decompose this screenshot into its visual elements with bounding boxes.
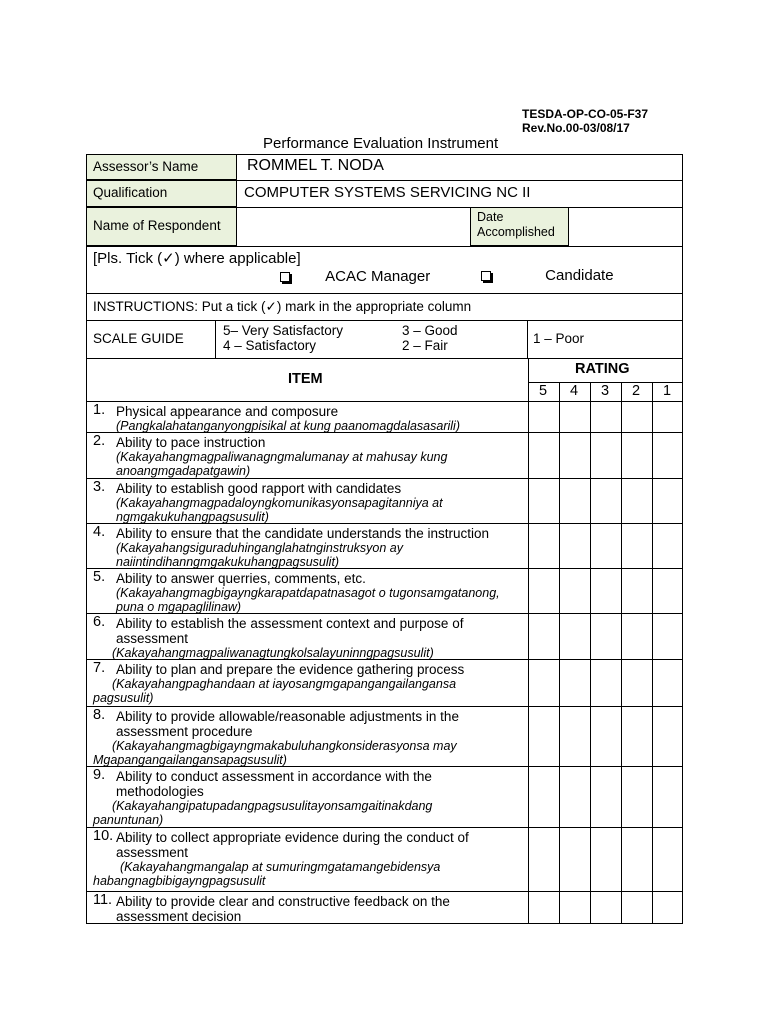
rating-cell-1[interactable]: [652, 659, 683, 706]
revision-number: Rev.No.00-03/08/17: [522, 121, 630, 135]
item-header: ITEM: [288, 371, 323, 387]
option-candidate-label: Candidate: [545, 267, 614, 284]
rating-cell-5[interactable]: [528, 432, 559, 478]
item-number: 7.: [93, 660, 106, 676]
rating-cell-4[interactable]: [559, 891, 590, 924]
rating-cell-2[interactable]: [621, 706, 652, 766]
scale-4: 4 – Satisfactory: [223, 338, 317, 353]
scale-3: 3 – Good: [402, 323, 458, 338]
item-translation: panuntunan): [93, 813, 164, 827]
rating-cell-1[interactable]: [652, 706, 683, 766]
item-label: Ability to pace instruction: [116, 435, 266, 450]
date-label: [477, 210, 555, 240]
rating-cell-4[interactable]: [559, 478, 590, 523]
rating-cell-3[interactable]: [590, 766, 621, 827]
item-translation: (Kakayahangipatupadangpagsusulitayonsamgaitinakdang: [112, 799, 433, 813]
rating-cell-5[interactable]: [528, 568, 559, 613]
item-translation: habangnagbibigayngpagsusulit: [93, 874, 266, 888]
item-translation: (Kakayahangsiguraduhinganglahatnginstruksyon ay: [116, 541, 404, 555]
item-label: assessment: [116, 631, 189, 646]
rating-col-3: 3: [601, 383, 610, 399]
rating-cell-2[interactable]: [621, 401, 652, 432]
rating-cell-1[interactable]: [652, 478, 683, 523]
rating-cell-4[interactable]: [559, 568, 590, 613]
rating-cell-2[interactable]: [621, 432, 652, 478]
assessor-name-value[interactable]: ROMMEL T. NODA: [247, 157, 384, 174]
item-number: 2.: [93, 433, 106, 449]
item-label: assessment: [116, 845, 189, 860]
item-translation: pagsusulit): [93, 691, 154, 705]
page-title: Performance Evaluation Instrument: [263, 135, 499, 152]
item-translation: (Pangkalahatanganyongpisikal at kung paanomagdalasasarili): [116, 419, 460, 433]
rating-cell-3[interactable]: [590, 613, 621, 659]
item-number: 8.: [93, 707, 106, 723]
rating-header: RATING: [575, 361, 630, 377]
rating-cell-2[interactable]: [621, 891, 652, 924]
item-translation: (Kakayahangpaghandaan at iayosangmgapangangailangansa: [112, 677, 457, 691]
item-translation: naiintindihanngmgakukuhangpagsusulit): [116, 555, 340, 569]
item-label: Ability to plan and prepare the evidence gathering process: [116, 662, 465, 677]
rating-cell-5[interactable]: [528, 523, 559, 568]
scale-guide-mid: [402, 323, 458, 353]
evaluation-form: [86, 154, 683, 924]
rating-cell-3[interactable]: [590, 401, 621, 432]
rating-cell-5[interactable]: [528, 401, 559, 432]
checkbox-icon[interactable]: [481, 271, 491, 281]
item-label: Ability to conduct assessment in accordance with the: [116, 769, 432, 784]
item-translation: (Kakayahangmagpadaloyngkomunikasyonsapagitanniya at: [116, 496, 443, 510]
rating-cell-1[interactable]: [652, 432, 683, 478]
date-label-line-1: Date: [477, 210, 504, 224]
item-number: 11.: [93, 892, 113, 908]
rating-cell-1[interactable]: [652, 523, 683, 568]
rating-cell-3[interactable]: [590, 523, 621, 568]
rating-cell-5[interactable]: [528, 766, 559, 827]
rating-cell-3[interactable]: [590, 568, 621, 613]
item-number: 9.: [93, 767, 106, 783]
rating-col-4: 4: [570, 383, 579, 399]
scale-guide-label: SCALE GUIDE: [93, 331, 184, 346]
rating-cell-5[interactable]: [528, 613, 559, 659]
rating-cell-3[interactable]: [590, 478, 621, 523]
item-translation: anoangmgadapatgawin): [116, 464, 251, 478]
checkbox-icon[interactable]: [280, 272, 290, 282]
rating-cell-3[interactable]: [590, 827, 621, 891]
rating-cell-4[interactable]: [559, 706, 590, 766]
item-label: Ability to provide clear and constructive feedback on the: [116, 894, 450, 909]
rating-cell-4[interactable]: [559, 613, 590, 659]
rating-cell-5[interactable]: [528, 659, 559, 706]
item-label: assessment decision: [116, 909, 242, 924]
rating-cell-2[interactable]: [621, 659, 652, 706]
document-code: [522, 107, 648, 135]
rating-cell-2[interactable]: [621, 766, 652, 827]
rating-cell-1[interactable]: [652, 891, 683, 924]
rating-cell-3[interactable]: [590, 891, 621, 924]
rating-cell-4[interactable]: [559, 766, 590, 827]
rating-cell-1[interactable]: [652, 613, 683, 659]
rating-cell-4[interactable]: [559, 827, 590, 891]
scale-1: 1 – Poor: [533, 331, 585, 346]
rating-cell-2[interactable]: [621, 523, 652, 568]
item-label: Ability to ensure that the candidate understands the instruction: [116, 526, 489, 541]
rating-cell-2[interactable]: [621, 478, 652, 523]
item-label: Ability to establish the assessment context and purpose of: [116, 616, 464, 631]
item-translation: (Kakayahangmagpaliwanagtungkolsalayuninngpagsusulit): [112, 646, 434, 660]
rating-cell-5[interactable]: [528, 478, 559, 523]
rating-cell-3[interactable]: [590, 432, 621, 478]
rating-cell-3[interactable]: [590, 659, 621, 706]
item-number: 5.: [93, 569, 106, 585]
instructions: INSTRUCTIONS: Put a tick (✓) mark in the appropriate column: [93, 299, 472, 314]
item-translation: puna o mgapaglilinaw): [116, 600, 242, 614]
item-label: Physical appearance and composure: [116, 404, 339, 419]
option-acac-manager[interactable]: [280, 268, 430, 285]
item-number: 3.: [93, 479, 106, 495]
item-label: Ability to answer querries, comments, etc.: [116, 571, 366, 586]
item-label: Ability to collect appropriate evidence during the conduct of: [116, 830, 469, 845]
respondent-label: Name of Respondent: [93, 218, 221, 233]
rating-col-2: 2: [632, 383, 641, 399]
date-label-line-2: Accomplished: [477, 225, 555, 239]
scale-2: 2 – Fair: [402, 338, 448, 353]
item-number: 4.: [93, 524, 106, 540]
rating-cell-4[interactable]: [559, 432, 590, 478]
item-translation: (Kakayahangmagpaliwanagngmalumanay at mahusay kung: [116, 450, 448, 464]
rating-cell-1[interactable]: [652, 568, 683, 613]
rating-cell-1[interactable]: [652, 827, 683, 891]
item-label: methodologies: [116, 784, 204, 799]
rating-cell-5[interactable]: [528, 891, 559, 924]
rating-cell-1[interactable]: [652, 766, 683, 827]
rating-cell-4[interactable]: [559, 523, 590, 568]
item-label: assessment procedure: [116, 724, 253, 739]
qualification-value[interactable]: COMPUTER SYSTEMS SERVICING NC II: [244, 184, 531, 201]
rating-cell-4[interactable]: [559, 401, 590, 432]
rating-cell-4[interactable]: [559, 659, 590, 706]
rating-cell-1[interactable]: [652, 401, 683, 432]
rating-cell-5[interactable]: [528, 827, 559, 891]
assessor-label: Assessor’s Name: [93, 159, 199, 174]
item-number: 10.: [93, 828, 114, 844]
option-candidate[interactable]: [481, 267, 614, 284]
option-acac-manager-label: ACAC Manager: [325, 268, 431, 285]
item-label: Ability to provide allowable/reasonable adjustments in the: [116, 709, 459, 724]
rating-cell-5[interactable]: [528, 706, 559, 766]
scale-guide-high: [223, 323, 343, 353]
tick-prompt: [Pls. Tick (✓) where applicable]: [93, 250, 301, 267]
rating-cell-3[interactable]: [590, 706, 621, 766]
qualification-label: Qualification: [93, 185, 168, 200]
form-code: TESDA-OP-CO-05-F37: [522, 107, 649, 121]
item-number: 6.: [93, 614, 106, 630]
item-label: Ability to establish good rapport with candidates: [116, 481, 402, 496]
scale-5: 5– Very Satisfactory: [223, 323, 344, 338]
item-translation: (Kakayahangmagbigayngmakabuluhangkonsiderasyonsa may: [112, 739, 457, 753]
item-translation: (Kakayahangmangalap at sumuringmgatamangebidensya: [120, 860, 441, 874]
item-number: 1.: [93, 402, 106, 418]
rating-col-5: 5: [539, 383, 548, 399]
item-translation: (Kakayahangmagbigayngkarapatdapatnasagot o tugonsamgatanong,: [116, 586, 500, 600]
item-translation: Mgapangangailangansapagsusulit): [93, 753, 287, 767]
rating-col-1: 1: [663, 383, 672, 399]
item-translation: ngmgakukuhangpagsusulit): [116, 510, 269, 524]
rating-cell-2[interactable]: [621, 613, 652, 659]
rating-cell-2[interactable]: [621, 827, 652, 891]
rating-cell-2[interactable]: [621, 568, 652, 613]
